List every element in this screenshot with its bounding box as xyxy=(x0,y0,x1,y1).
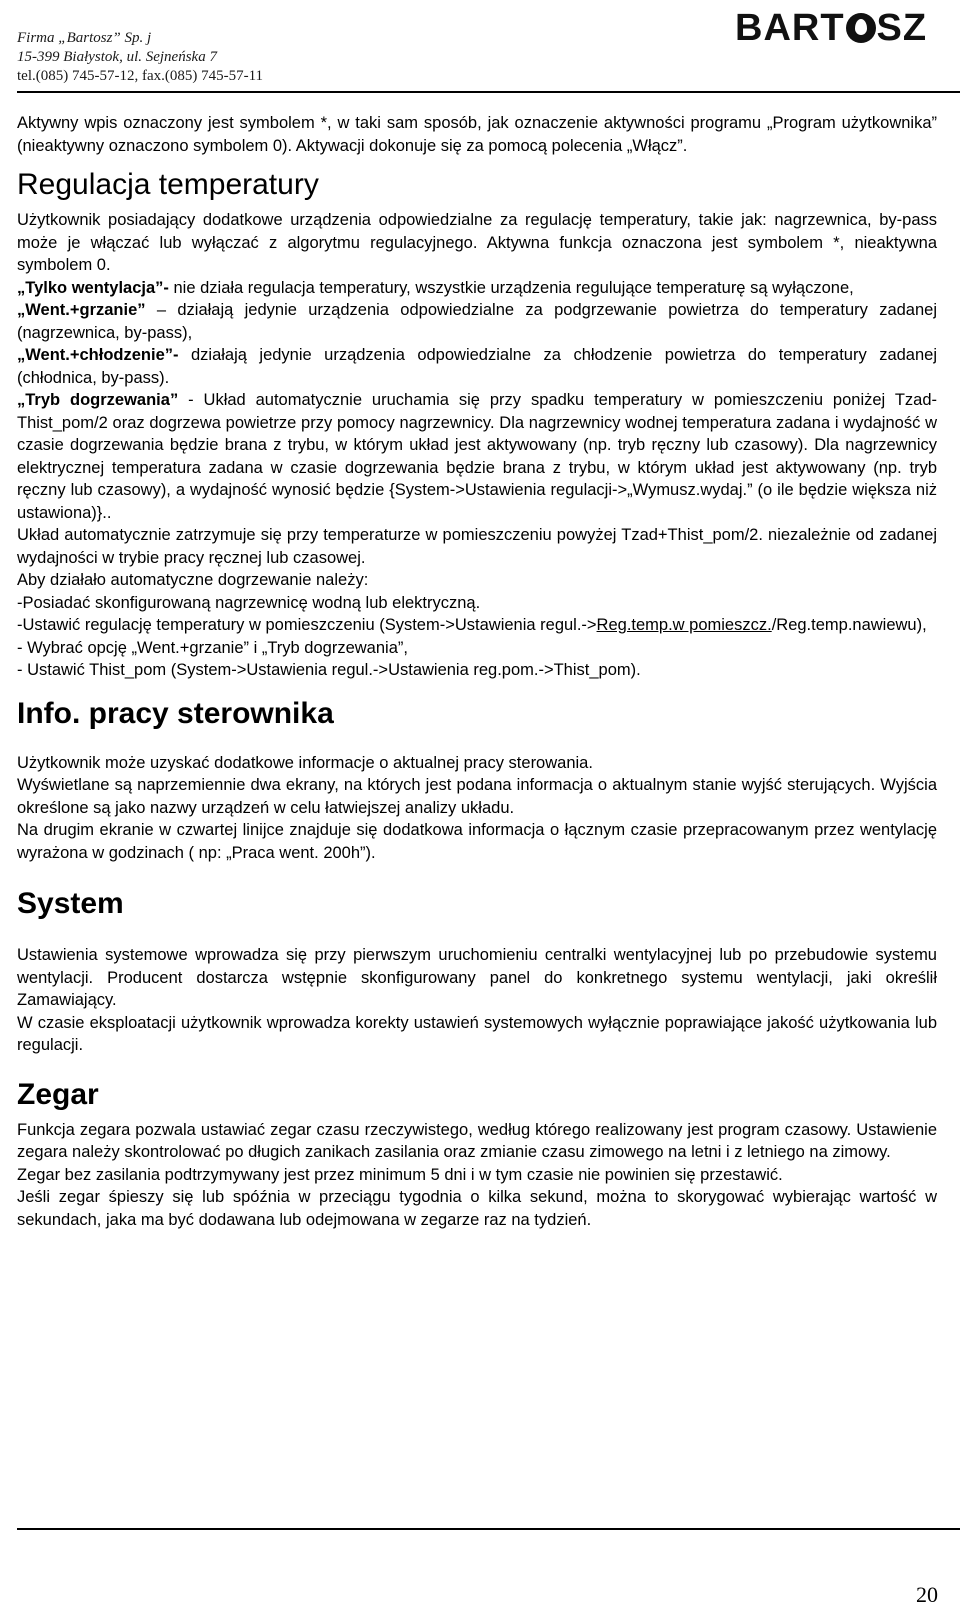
tryb-text: - Układ automatycznie uruchamia się przy spadku temperatury w pomieszczeniu poniżej Tzad-Thist_pom/2 oraz dogrzewa powietrze przy pomocy nagrzewnicy. Dla nagrzewnicy wodnej temperatura zadana i wydajność w czasie dogrzewania będzie brana z trybu, w którym układ jest aktywowany (np. tryb ręczny lub czasowy). Dla nagrzewnicy elektrycznej temperatura zadana w czasie dogrzewania będzie brana z trybu, w którym układ jest aktywowany (np. tryb ręczny lub czasowy), a wydajność wynosić będzie {System->Ustawienia regulacji->„Wymusz.wydaj.” (o ile będzie większa niż ustawiona)}.. xyxy=(17,391,937,522)
tryb-term: „Tryb dogrzewania” xyxy=(17,391,179,409)
heading-zegar: Zegar xyxy=(17,1077,99,1111)
chlodzenie-text: działają jedynie urządzenia odpowiedzialne za chłodzenie powietrza do temperatury zadanej (chłodnica, by-pass). xyxy=(17,346,937,387)
bartosz-logo xyxy=(735,8,927,48)
company-phone: tel.(085) 745-57-12, fax.(085) 745-57-11 xyxy=(17,68,264,84)
regulacja-paragraph: Użytkownik posiadający dodatkowe urządzenia odpowiedzialne za regulację temperatury, takie jak: nagrzewnica, by-pass może je włączać lub wyłączać z algorytmu regulacyjnego. Aktywna funkcja oznaczona jest symbolem *, nieaktywna symbolem 0. xyxy=(17,211,937,274)
grzanie-text: – działają jedynie urządzenia odpowiedzialne za podgrzewanie powietrza do temperatury zadanej (nagrzewnica, by-pass), xyxy=(17,301,937,342)
info-paragraph-2: Wyświetlane są naprzemiennie dwa ekrany, na których jest podana informacja o aktualnym stanie wyjść sterujących. Wyjścia określone są jako nazwy urządzeń w celu łatwiejszej analizy układu. xyxy=(17,776,937,817)
requirement-3: - Wybrać opcję „Went.+grzanie” i „Tryb dogrzewania”, xyxy=(17,638,408,657)
requirement-4: - Ustawić Thist_pom (System->Ustawienia regul.->Ustawienia reg.pom.->Thist_pom). xyxy=(17,661,641,679)
heading-regulacja: Regulacja temperatury xyxy=(17,168,319,201)
document-body xyxy=(17,112,937,1231)
page-header xyxy=(0,0,960,100)
requirements-intro: Aby działało automatyczne dogrzewanie należy: xyxy=(17,571,369,589)
heading-system: System xyxy=(17,887,124,920)
logo-text-right: SZ xyxy=(876,7,928,49)
page-number: 20 xyxy=(916,1582,938,1607)
company-name: Firma „Bartosz” Sp. j xyxy=(17,30,152,46)
stop-paragraph: Układ automatycznie zatrzymuje się przy temperaturze w pomieszczeniu powyżej Tzad+Thist_pom/2. niezależnie od zadanej wydajności w trybie pracy ręcznej lub czasowej. xyxy=(17,526,937,567)
company-street: 15-399 Białystok, ul. Sejneńska 7 xyxy=(17,49,217,65)
tylko-term: „Tylko wentylacja”- xyxy=(17,278,169,297)
went-grzanie-item xyxy=(17,299,937,344)
company-address xyxy=(17,29,263,86)
info-paragraph-1: Użytkownik może uzyskać dodatkowe informacje o aktualnej pracy sterowania. xyxy=(17,753,593,772)
header-divider xyxy=(17,91,960,93)
system-paragraph-2: W czasie eksploatacji użytkownik wprowadza korekty ustawień systemowych wyłącznie poprawiające jakość użytkowania lub regulacji. xyxy=(17,1013,937,1054)
info-paragraph-3: Na drugim ekranie w czwartej linijce znajduje się dodatkowa informacja o łącznym czasie przepracowanym przez wentylację wyrażona w godzinach ( np: „Praca went. 200h”). xyxy=(17,821,937,862)
zegar-paragraph-1: Funkcja zegara pozwala ustawiać zegar czasu rzeczywistego, według którego realizowany jest program czasowy. Ustawienie zegara należy skontrolować po długich zanikach zasilania oraz zmianie czasu zimowego na letni i z letniego na zimowy. xyxy=(17,1120,937,1161)
requirement-2-link[interactable]: Reg.temp.w pomieszcz. xyxy=(596,616,772,634)
heading-info: Info. pracy sterownika xyxy=(17,696,334,730)
tylko-wentylacja-item xyxy=(17,277,937,300)
tylko-text: nie działa regulacja temperatury, wszystkie urządzenia regulujące temperaturę są wyłączone, xyxy=(168,278,854,297)
zegar-paragraph-2: Zegar bez zasilania podtrzymywany jest przez minimum 5 dni i w tym czasie nie powinien się przestawić. xyxy=(17,1165,783,1184)
requirement-2-pre: -Ustawić regulację temperatury w pomieszczeniu (System->Ustawienia regul.-> xyxy=(17,616,597,634)
system-paragraph-1: Ustawienia systemowe wprowadza się przy pierwszym uruchomieniu centralki wentylacyjnej lub po przebudowie systemu wentylacji. Producent dostarcza wstępnie skonfigurowany panel do konkretnego systemu wentylacji, jaki określił Zamawiający. xyxy=(17,946,937,1009)
requirement-2-post: /Reg.temp.nawiewu), xyxy=(771,616,927,634)
requirement-2 xyxy=(17,614,937,637)
tryb-dogrzewania-item xyxy=(17,389,937,524)
requirement-1: -Posiadać skonfigurowaną nagrzewnicę wodną lub elektryczną. xyxy=(17,593,481,612)
intro-paragraph: Aktywny wpis oznaczony jest symbolem *, w taki sam sposób, jak oznaczenie aktywności programu „Program użytkownika” (nieaktywny oznaczono symbolem 0). Aktywacji dokonuje się za pomocą polecenia „Włącz”. xyxy=(17,114,937,155)
zegar-paragraph-3: Jeśli zegar śpieszy się lub spóźnia w przeciągu tygodnia o kilka sekund, można to skorygować wybierając wartość w sekundach, jaka ma być dodawana lub odejmowana w zegarze raz na tydzień. xyxy=(17,1188,937,1229)
logo-text-left: BART xyxy=(735,7,845,49)
grzanie-term: „Went.+grzanie” xyxy=(17,301,146,319)
footer-divider xyxy=(17,1528,960,1530)
went-chlodzenie-item xyxy=(17,344,937,389)
chlodzenie-term: „Went.+chłodzenie”- xyxy=(17,346,179,364)
flame-drop-icon xyxy=(846,13,876,43)
